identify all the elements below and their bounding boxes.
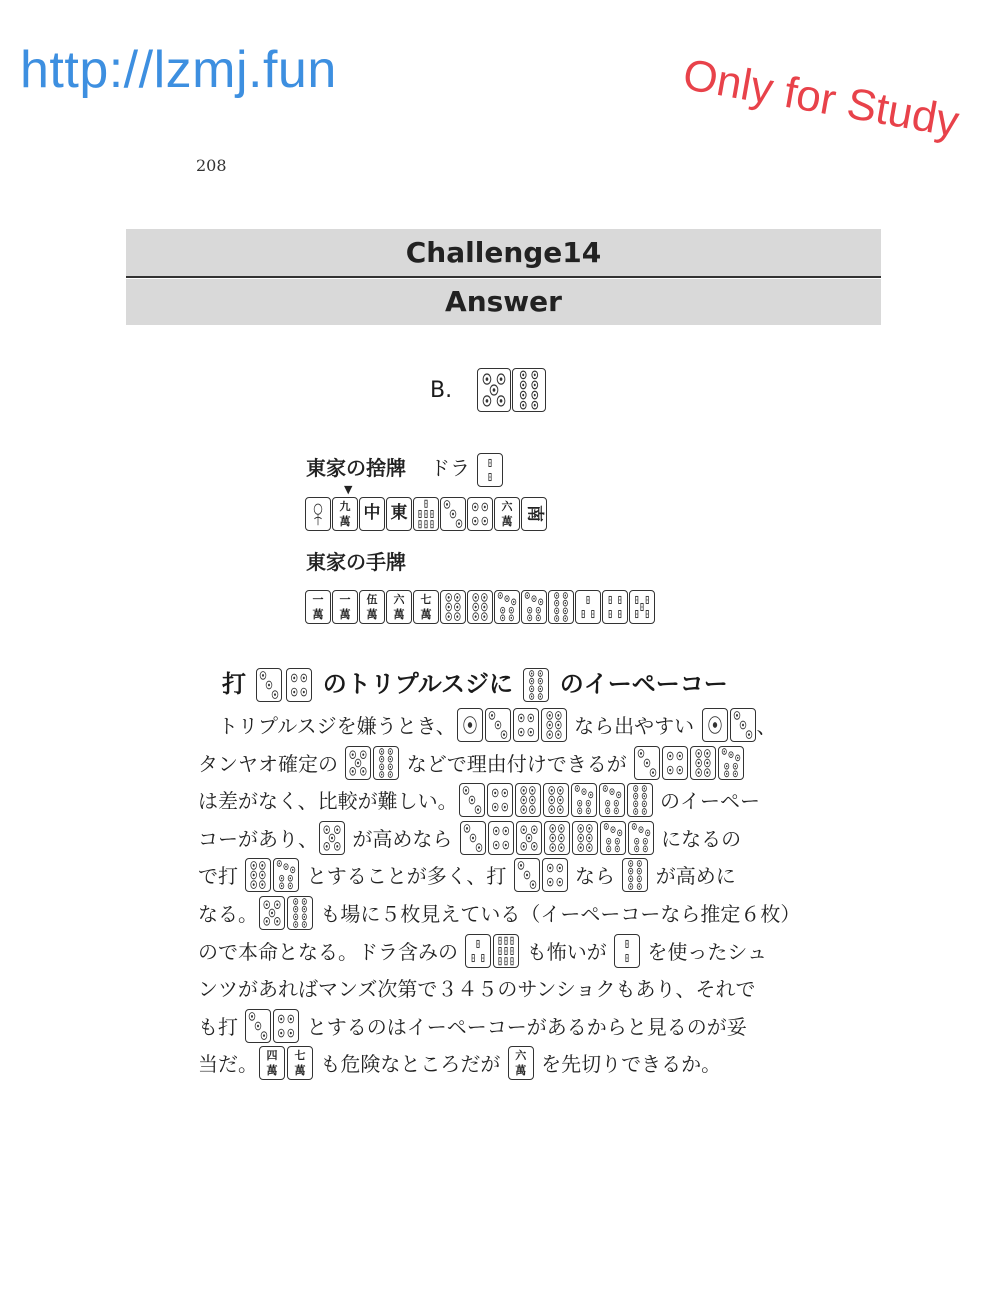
tile-man-六 — [386, 590, 412, 624]
tile-pin-4 — [542, 858, 568, 892]
tile-man-char: 萬 — [501, 515, 513, 528]
inline-tile-group — [258, 902, 314, 926]
tile-man-一 — [305, 590, 331, 624]
paragraph-line — [198, 1009, 788, 1047]
tile-pin-3 — [485, 708, 511, 742]
paragraph-line — [198, 971, 788, 1009]
inline-tile-group — [613, 940, 641, 964]
tile-numeral: 六 — [393, 593, 405, 606]
tile-flower — [305, 497, 331, 531]
inline-tile-group — [507, 1049, 535, 1078]
tile-pin-1 — [457, 708, 483, 742]
tile-honor-中 — [359, 497, 385, 531]
tile-sou-3 — [465, 934, 491, 968]
page-number: 208 — [196, 156, 227, 175]
paragraph-line — [198, 746, 788, 784]
tile-numeral: 七 — [420, 593, 432, 606]
tile-pin-7 — [599, 783, 625, 817]
inline-tile-group — [456, 714, 568, 738]
tile-sou-9 — [493, 934, 519, 968]
tile-honor-char: 中 — [363, 503, 381, 523]
section-heading-tiles-a — [254, 670, 314, 698]
tile-sou-3 — [575, 590, 601, 624]
tile-man-七 — [413, 590, 439, 624]
tile-honor-南 — [521, 497, 547, 531]
tile-pin-6 — [515, 783, 541, 817]
tile-man-char: 萬 — [393, 608, 405, 621]
tile-honor-char: 東 — [390, 503, 408, 523]
paragraph-text: が高めに — [649, 864, 736, 889]
section-heading-tiles-b — [521, 670, 551, 698]
answer-label: B. — [430, 377, 453, 403]
tile-pin-3 — [256, 668, 282, 702]
paragraph-text: タンヤオ確定の — [198, 751, 345, 776]
hand-tiles — [305, 590, 656, 624]
tile-pin-6 — [440, 590, 466, 624]
tile-pin-8 — [523, 668, 549, 702]
inline-tile-group — [344, 752, 400, 776]
tile-numeral: 四 — [266, 1049, 278, 1063]
tile-pin-8 — [622, 858, 648, 892]
tile-pin-3 — [460, 821, 486, 855]
tile-man-七 — [287, 1046, 313, 1080]
section-heading-middle: のトリプルスジに — [322, 670, 514, 698]
tile-sou-5 — [629, 590, 655, 624]
paragraph-text: コーがあり、 — [198, 826, 318, 851]
paragraph-text: とすることが多く、打 — [300, 864, 513, 889]
tile-man-char: 萬 — [515, 1064, 527, 1078]
tile-numeral: 六 — [515, 1049, 527, 1063]
tile-pin-7 — [600, 821, 626, 855]
paragraph-text: とするのはイーペーコーがあるからと見るのが妥 — [300, 1014, 747, 1039]
tile-pin-6 — [467, 590, 493, 624]
paragraph-text: のイーペー — [653, 789, 760, 814]
paragraph-text: で打 — [198, 864, 245, 889]
tile-man-一 — [332, 590, 358, 624]
body-paragraph — [198, 708, 801, 1084]
discards-heading-row — [306, 452, 504, 487]
tile-sou-2 — [614, 934, 640, 968]
tile-numeral: 一 — [312, 593, 324, 606]
tile-pin-3 — [730, 708, 756, 742]
discard-tiles — [305, 497, 548, 531]
paragraph-text: も怖いが — [520, 939, 614, 964]
tile-pin-6 — [572, 821, 598, 855]
tile-man-六 — [508, 1046, 534, 1080]
inline-tile-group — [459, 827, 655, 851]
tile-man-char: 萬 — [312, 608, 324, 621]
hand-heading: 東家の手牌 — [306, 550, 406, 574]
tile-pin-4 — [513, 708, 539, 742]
tile-pin-7 — [494, 590, 520, 624]
paragraph-text: ので本命となる。ドラ含みの — [198, 939, 465, 964]
tile-pin-8 — [373, 746, 399, 780]
paragraph-text: も場に５枚見えている（イーペーコーなら推定６枚） — [314, 901, 801, 926]
paragraph-text: を先切りできるか。 — [534, 1052, 722, 1077]
inline-tile-group — [464, 940, 520, 964]
paragraph-text: トリプルスジを嫌うとき、 — [198, 714, 456, 738]
tile-pin-7 — [571, 783, 597, 817]
section-heading — [222, 664, 728, 702]
inline-tile-group — [633, 752, 745, 776]
tile-pin-1 — [702, 708, 728, 742]
inline-tile-group — [621, 864, 649, 888]
tile-man-四 — [259, 1046, 285, 1080]
tile-pin-6 — [541, 708, 567, 742]
dora-label: ドラ — [430, 456, 470, 480]
paragraph-line — [198, 708, 788, 746]
site-url: http://lzmj.fun — [20, 41, 337, 99]
tile-pin-3 — [245, 1009, 271, 1043]
tile-pin-4 — [286, 668, 312, 702]
tile-pin-5 — [477, 368, 511, 412]
tile-pin-3 — [459, 783, 485, 817]
tile-pin-7 — [273, 858, 299, 892]
paragraph-text: なら — [568, 864, 622, 889]
tile-pin-5 — [516, 821, 542, 855]
paragraph-text: になるの — [654, 826, 742, 851]
inline-tile-group — [244, 1015, 300, 1039]
tile-sou-7 — [413, 497, 439, 531]
section-heading-suffix: のイーペーコー — [559, 670, 728, 698]
tile-man-六 — [494, 497, 520, 531]
answer-title: Answer — [126, 279, 881, 325]
paragraph-text: なる。 — [198, 901, 258, 926]
answer-tiles — [477, 377, 547, 402]
tile-pin-7 — [718, 746, 744, 780]
paragraph-line — [198, 821, 788, 859]
tile-man-char: 萬 — [266, 1064, 278, 1078]
challenge-title: Challenge14 — [126, 229, 881, 278]
tile-honor-東 — [386, 497, 412, 531]
tile-pin-6 — [245, 858, 271, 892]
tile-sou-2 — [477, 453, 503, 487]
tile-man-char: 萬 — [339, 608, 351, 621]
tile-man-char: 萬 — [339, 515, 351, 528]
tile-man-char: 萬 — [366, 608, 378, 621]
discards-heading: 東家の捨牌 — [306, 456, 406, 480]
inline-tile-group — [458, 789, 654, 813]
tile-pin-6 — [543, 783, 569, 817]
paragraph-text: などで理由付けできるが — [400, 751, 634, 776]
tile-pin-3 — [514, 858, 540, 892]
watermark-stamp: Only for Study — [679, 50, 963, 147]
tile-man-char: 萬 — [294, 1064, 306, 1078]
tile-pin-7 — [628, 821, 654, 855]
tile-pin-4 — [662, 746, 688, 780]
tile-numeral: 六 — [501, 500, 513, 513]
tile-pin-4 — [467, 497, 493, 531]
tile-man-char: 萬 — [420, 608, 432, 621]
inline-tile-group — [258, 1049, 314, 1078]
paragraph-text: も打 — [198, 1014, 245, 1039]
tile-sou-4 — [602, 590, 628, 624]
tile-pin-8 — [512, 368, 546, 412]
tile-man-伍 — [359, 590, 385, 624]
tile-pin-8 — [287, 896, 313, 930]
paragraph-text: 当だ。 — [198, 1052, 258, 1077]
paragraph-line — [198, 858, 788, 896]
paragraph-line — [198, 783, 788, 821]
paragraph-text: 、 — [756, 714, 777, 738]
tile-pin-7 — [521, 590, 547, 624]
paragraph-text: は差がなく、比較が難しい。 — [198, 789, 458, 814]
inline-tile-group — [701, 714, 757, 738]
tile-pin-5 — [319, 821, 345, 855]
paragraph-text: も危険なところだが — [314, 1052, 507, 1077]
tile-pin-4 — [488, 821, 514, 855]
tile-numeral: 九 — [339, 500, 351, 513]
paragraph-text: が高めなら — [346, 826, 459, 851]
tile-pin-6 — [690, 746, 716, 780]
riichi-marker: ▼ — [344, 483, 353, 496]
paragraph-text: を使ったシュ — [641, 939, 768, 964]
tile-pin-6 — [544, 821, 570, 855]
paragraph-text: なら出やすい — [567, 714, 701, 738]
paragraph-text: ンツがあればマンズ次第で３４５のサンショクもあり、それで — [198, 977, 756, 1002]
tile-numeral: 伍 — [366, 593, 378, 606]
tile-pin-8 — [548, 590, 574, 624]
inline-tile-group — [513, 864, 569, 888]
section-heading-prefix: 打 — [222, 670, 246, 698]
paragraph-line — [198, 896, 801, 934]
inline-tile-group — [244, 864, 300, 888]
tile-pin-3 — [634, 746, 660, 780]
tile-numeral: 七 — [294, 1049, 306, 1063]
paragraph-line — [198, 934, 788, 972]
tile-pin-3 — [440, 497, 466, 531]
tile-pin-5 — [259, 896, 285, 930]
tile-pin-4 — [273, 1009, 299, 1043]
tile-honor-char: 南 — [524, 505, 545, 522]
dora-indicator — [477, 456, 504, 480]
tile-numeral: 一 — [339, 593, 351, 606]
tile-man-九 — [332, 497, 358, 531]
tile-pin-8 — [627, 783, 653, 817]
answer-block — [430, 368, 547, 412]
inline-tile-group — [318, 827, 346, 851]
tile-pin-4 — [487, 783, 513, 817]
tile-pin-5 — [345, 746, 371, 780]
paragraph-line — [198, 1046, 788, 1084]
